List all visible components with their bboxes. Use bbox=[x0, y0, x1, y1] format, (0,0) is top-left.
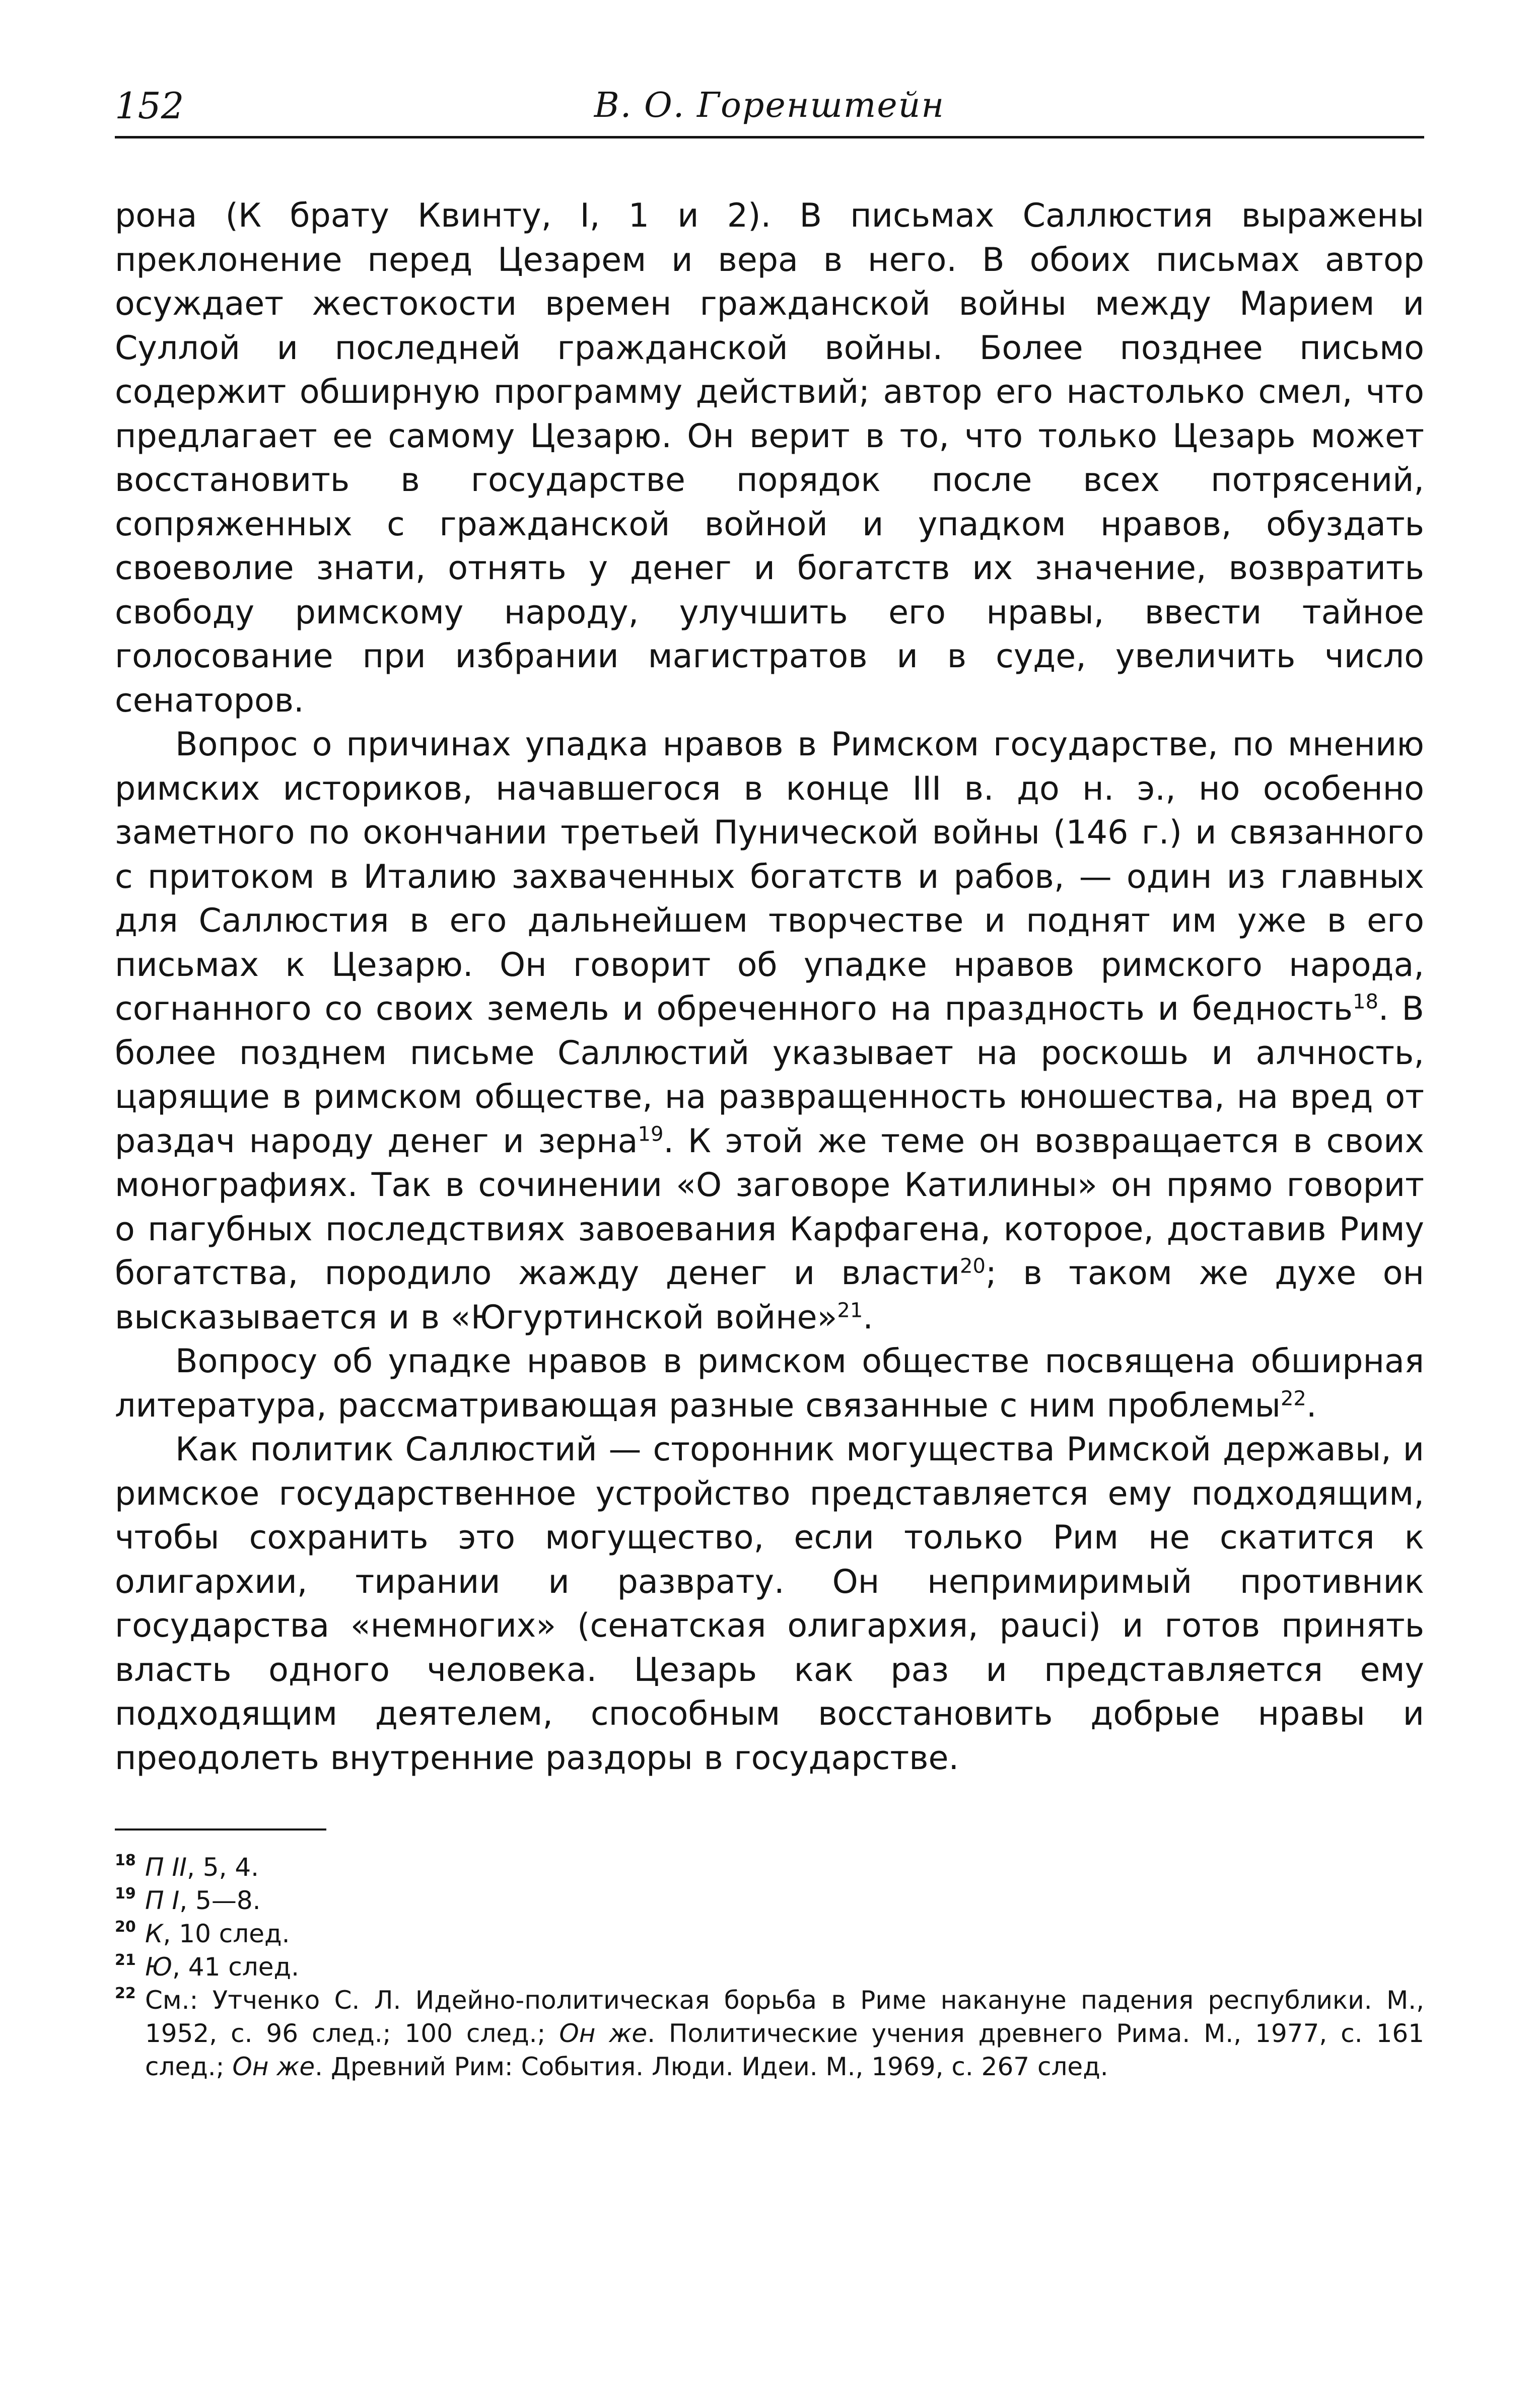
footnote-ref: 18 bbox=[1353, 990, 1378, 1014]
text-run: . Политические учения древнего Рима. М., 1977, с. 161 след.; bbox=[145, 2019, 1425, 2081]
footnote bbox=[115, 1950, 1424, 1984]
footnote-ref: 21 bbox=[837, 1298, 863, 1322]
footnote-separator bbox=[115, 1828, 326, 1831]
footnote-text bbox=[145, 1950, 1424, 1984]
text-run: , 5—8. bbox=[179, 1886, 261, 1915]
text-run: Вопрос о причинах упадка нравов в Римском государстве, по мнению римских историков, начавшегося в конце III в. до н. э., но особенно заметного по окончании третьей Пунической войны (146 г.) и связанного с притоком в Италию захваченных богатств и рабов, — один из главных для Саллюстия в его дальнейшем творчестве и поднят им уже в его письмах к Цезарю. Он говорит об упадке нравов римского народа, согнанного со своих земель и обреченного на праздность и бедность bbox=[115, 726, 1424, 1028]
text-run: рона (К брату Квинту, I, 1 и 2). В письмах Саллюстия выражены преклонение перед Цезарем и вера в него. В обоих письмах автор осуждает жестокости времен гражданской войны между Марием и Суллой и последней гражданской войны. Более позднее письмо содержит обширную программу действий; автор его настолько смел, что предлагает ее самому Цезарю. Он верит в то, что только Цезарь может восстановить в государстве порядок после всех потрясений, сопряженных с гражданской войной и упадком нравов, обуздать своеволие знати, отнять у денег и богатств их значение, возвратить свободу римскому народу, улучшить его нравы, ввести тайное голосование при избрании магистратов и в суде, увеличить число сенаторов. bbox=[115, 197, 1424, 720]
body-text bbox=[115, 194, 1424, 1780]
footnote-text bbox=[145, 1851, 1424, 1884]
footnote bbox=[115, 1984, 1424, 2083]
book-page bbox=[115, 81, 1424, 2083]
footnote-number: 21 bbox=[115, 1951, 136, 1969]
footnotes bbox=[115, 1851, 1424, 2083]
footnote-number: 18 bbox=[115, 1852, 136, 1869]
italic-text: Он же bbox=[559, 2019, 648, 2048]
text-run: . bbox=[1306, 1386, 1317, 1425]
text-run: Вопросу об упадке нравов в римском обществе посвящена обширная литература, рассматривающая разные связанные с ним проблемы bbox=[115, 1343, 1424, 1425]
text-run: ; в таком же духе он высказывается и в «Югуртинской войне» bbox=[115, 1254, 1425, 1336]
header-rule bbox=[115, 136, 1424, 138]
text-run: . Древний Рим: События. Люди. Идеи. М., 1969, с. 267 след. bbox=[315, 2052, 1108, 2081]
text-run: . bbox=[863, 1298, 873, 1336]
italic-text: П II bbox=[145, 1853, 187, 1882]
italic-text: К bbox=[145, 1919, 163, 1948]
paragraph bbox=[115, 1340, 1424, 1428]
footnote-text bbox=[145, 1984, 1424, 2083]
footnote-ref: 19 bbox=[638, 1122, 664, 1146]
footnote-number: 19 bbox=[115, 1885, 136, 1903]
italic-text: Ю bbox=[145, 1952, 172, 1982]
footnote-ref: 20 bbox=[960, 1254, 986, 1278]
running-head: В. О. Горенштейн bbox=[594, 86, 945, 125]
italic-text: Он же bbox=[232, 2052, 315, 2081]
footnote-number: 20 bbox=[115, 1918, 136, 1936]
text-run: Как политик Саллюстий — сторонник могущества Римской державы, и римское государственное устройство представляется ему подходящим, чтобы сохранить это могущество, если только Рим не скатится к олигархии, тирании и разврату. Он непримиримый противник государства «немногих» (сенатская олигархия, pauci) и готов принять власть одного человека. Цезарь как раз и представляется ему подходящим деятелем, способным восстановить добрые нравы и преодолеть внутренние раздоры в государстве. bbox=[115, 1431, 1424, 1777]
paragraph bbox=[115, 194, 1424, 723]
text-run: , 41 след. bbox=[172, 1952, 299, 1982]
paragraph bbox=[115, 1428, 1424, 1780]
footnote bbox=[115, 1884, 1424, 1917]
paragraph bbox=[115, 723, 1424, 1340]
italic-text: П I bbox=[145, 1886, 180, 1915]
footnote bbox=[115, 1851, 1424, 1884]
text-run: , 5, 4. bbox=[186, 1853, 259, 1882]
page-number: 152 bbox=[115, 85, 184, 127]
footnote-text bbox=[145, 1917, 1424, 1950]
text-run: , 10 след. bbox=[163, 1919, 290, 1948]
text-run: . К этой же теме он возвращается в своих монографиях. Так в сочинении «О заговоре Катилины» он прямо говорит о пагубных последствиях завоевания Карфагена, которое, доставив Риму богатства, породило жажду денег и власти bbox=[115, 1122, 1424, 1292]
footnote-ref: 22 bbox=[1280, 1386, 1306, 1410]
footnote-text bbox=[145, 1884, 1424, 1917]
text-run: . В более позднем письме Саллюстий указывает на роскошь и алчность, царящие в римском обществе, на развращенность юношества, на вред от раздач народу денег и зерна bbox=[115, 990, 1424, 1160]
footnote-number: 22 bbox=[115, 1985, 136, 2002]
text-run: См.: Утченко С. Л. Идейно-политическая борьба в Риме накануне падения республики. М., 1952, с. 96 след.; 100 след.; bbox=[145, 1986, 1424, 2048]
page-header bbox=[115, 81, 1424, 136]
footnote bbox=[115, 1917, 1424, 1950]
